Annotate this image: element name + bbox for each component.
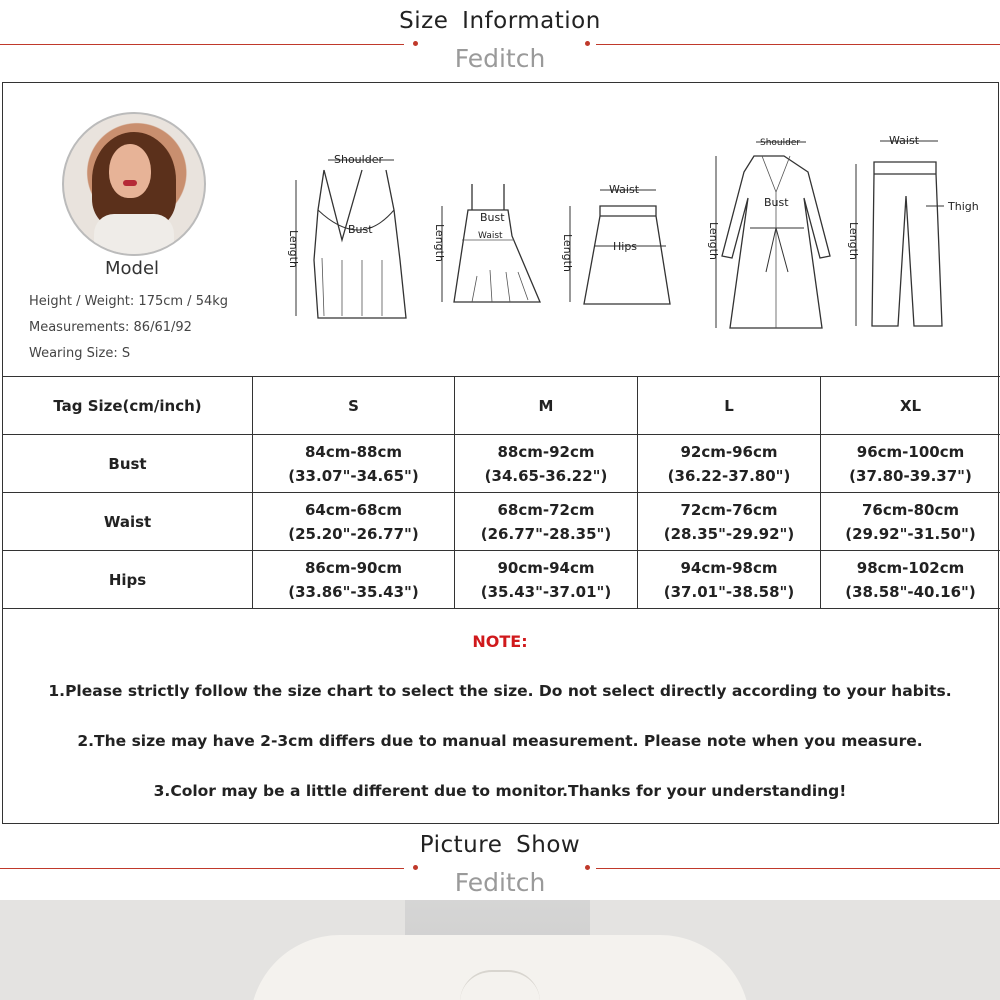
row-label-hips: Hips xyxy=(3,551,253,609)
table-cell: 84cm-88cm (33.07"-34.65") xyxy=(253,435,455,493)
table-row xyxy=(3,551,1000,609)
pants-length-label: Length xyxy=(847,222,860,260)
table-cell: 92cm-96cm (36.22-37.80") xyxy=(638,435,821,493)
note-title: NOTE: xyxy=(472,632,528,651)
section-title: Size Information xyxy=(399,8,601,34)
row-label-bust: Bust xyxy=(3,435,253,493)
section-title: Picture Show xyxy=(419,832,581,858)
dress-waist-label: Waist xyxy=(478,231,503,241)
note-item-1: 1.Please strictly follow the size chart to select the size. Do not select directly according to your habits. xyxy=(48,682,952,700)
top-shoulder-label: Shoulder xyxy=(334,153,383,166)
header-size-xl: XL xyxy=(821,377,1000,435)
coat-bust-label: Bust xyxy=(764,196,789,209)
tank-top-diagram xyxy=(282,150,422,330)
header-size-m: M xyxy=(455,377,638,435)
top-length-label: Length xyxy=(287,230,300,268)
coat-diagram xyxy=(704,132,844,337)
model-height-weight: Height / Weight: 175cm / 54kg xyxy=(29,294,229,309)
table-row xyxy=(3,435,1000,493)
table-cell: 96cm-100cm (37.80-39.37") xyxy=(821,435,1000,493)
dress-length-label: Length xyxy=(433,224,446,262)
header-size-l: L xyxy=(638,377,821,435)
table-cell: 68cm-72cm (26.77"-28.35") xyxy=(455,493,638,551)
model-photo xyxy=(62,112,206,256)
table-cell: 76cm-80cm (29.92"-31.50") xyxy=(821,493,1000,551)
note-item-2: 2.The size may have 2-3cm differs due to manual measurement. Please note when you measure. xyxy=(77,732,923,750)
skirt-diagram xyxy=(556,180,676,315)
skirt-hips-label: Hips xyxy=(613,240,638,253)
skirt-waist-label: Waist xyxy=(609,183,640,196)
model-label: Model xyxy=(104,258,160,279)
table-cell: 98cm-102cm (38.58"-40.16") xyxy=(821,551,1000,609)
model-measurements: Measurements: 86/61/92 xyxy=(29,320,192,335)
header-tag-size: Tag Size(cm/inch) xyxy=(3,377,253,435)
brand-name: Feditch xyxy=(454,868,546,897)
header-size-s: S xyxy=(253,377,455,435)
top-bust-label: Bust xyxy=(348,223,373,236)
coat-length-label: Length xyxy=(707,222,720,260)
note-item-3: 3.Color may be a little different due to monitor.Thanks for your understanding! xyxy=(153,782,847,800)
skirt-length-label: Length xyxy=(561,234,574,272)
dress-diagram xyxy=(432,180,552,320)
table-cell: 90cm-94cm (35.43"-37.01") xyxy=(455,551,638,609)
pants-thigh-label: Thigh xyxy=(948,200,979,213)
size-table xyxy=(2,376,1000,609)
pants-waist-label: Waist xyxy=(889,134,920,147)
product-photo xyxy=(0,900,1000,1000)
table-row xyxy=(3,493,1000,551)
table-cell: 88cm-92cm (34.65-36.22") xyxy=(455,435,638,493)
table-cell: 86cm-90cm (33.86"-35.43") xyxy=(253,551,455,609)
table-cell: 64cm-68cm (25.20"-26.77") xyxy=(253,493,455,551)
picture-show-header xyxy=(0,824,1000,906)
row-label-waist: Waist xyxy=(3,493,253,551)
table-cell: 94cm-98cm (37.01"-38.58") xyxy=(638,551,821,609)
dress-bust-label: Bust xyxy=(480,211,505,224)
table-cell: 72cm-76cm (28.35"-29.92") xyxy=(638,493,821,551)
size-information-header xyxy=(0,0,1000,82)
coat-shoulder-label: Shoulder xyxy=(760,138,801,148)
brand-name: Feditch xyxy=(454,44,546,73)
model-wearing-size: Wearing Size: S xyxy=(29,346,131,361)
table-header-row xyxy=(3,377,1000,435)
pants-diagram xyxy=(846,132,998,332)
